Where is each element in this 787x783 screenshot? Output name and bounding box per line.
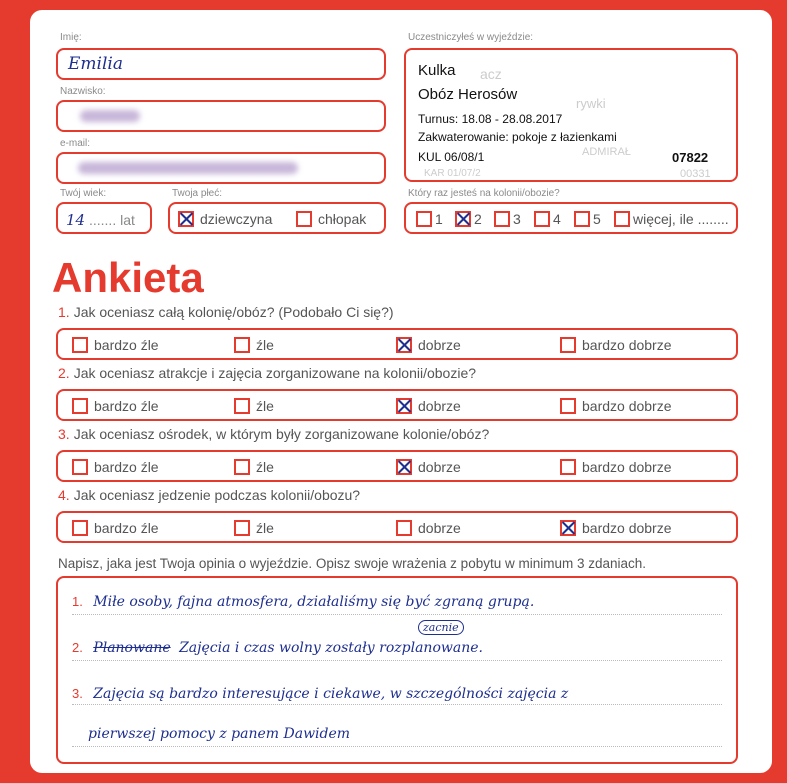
checkbox-icon[interactable] bbox=[560, 337, 576, 353]
gender-field bbox=[168, 202, 386, 234]
checkbox-icon[interactable] bbox=[234, 398, 250, 414]
checkbox-icon[interactable] bbox=[560, 520, 576, 536]
gender-label: Twoja płeć: bbox=[172, 188, 223, 199]
trip-name: Kulka bbox=[418, 62, 456, 79]
trip-camp: Obóz Herosów bbox=[418, 86, 518, 103]
question-4-option-3[interactable]: dobrze bbox=[396, 519, 461, 536]
question-4-option-4[interactable]: bardzo dobrze bbox=[560, 519, 672, 536]
times-option-2[interactable]: 2 bbox=[455, 210, 482, 227]
checkbox-icon[interactable] bbox=[560, 398, 576, 414]
checkbox-icon[interactable] bbox=[574, 211, 590, 227]
age-label: Twój wiek: bbox=[60, 188, 107, 199]
trip-number: 07822 bbox=[672, 150, 709, 165]
times-option-3[interactable]: 3 bbox=[494, 210, 521, 227]
name-value: Emilia bbox=[68, 54, 123, 74]
question-4-option-1[interactable]: bardzo źle bbox=[72, 519, 159, 536]
times-label: Który raz jesteś na kolonii/obozie? bbox=[408, 188, 560, 199]
checkbox-icon[interactable] bbox=[234, 520, 250, 536]
age-value: 14 bbox=[66, 211, 86, 229]
checkbox-icon[interactable] bbox=[396, 337, 412, 353]
checkbox-icon[interactable] bbox=[72, 459, 88, 475]
checkbox-icon[interactable] bbox=[178, 211, 194, 227]
question-3-option-2[interactable]: źle bbox=[234, 458, 274, 475]
inserted-word: zacnie bbox=[418, 620, 464, 635]
question-2-option-3[interactable]: dobrze bbox=[396, 397, 461, 414]
question-4-options bbox=[56, 511, 738, 543]
question-3-options bbox=[56, 450, 738, 482]
trip-sticker-box: acz rywki ADMIRAŁ KAR 01/07/2 00331 Kulka Obóz Herosów Turnus: 18.08 - 28.08.2017 Zakwaterowanie: pokoje z łazienkami KUL 06/08/1 07822 bbox=[404, 48, 738, 182]
name-field[interactable] bbox=[56, 48, 386, 80]
question-1-option-4[interactable]: bardzo dobrze bbox=[560, 336, 672, 353]
gender-option-girl[interactable]: dziewczyna bbox=[178, 210, 272, 227]
page-title: Ankieta bbox=[52, 254, 204, 301]
opinion-prompt: Napisz, jaka jest Twoja opinia o wyjeździe. Opisz swoje wrażenia z pobytu w minimum 3 zdaniach. bbox=[58, 556, 647, 571]
times-option-1[interactable]: 1 bbox=[416, 210, 443, 227]
question-1-option-3[interactable]: dobrze bbox=[396, 336, 461, 353]
age-field[interactable]: 14 ....... lat bbox=[56, 202, 152, 234]
question-2-options bbox=[56, 389, 738, 421]
struck-word: Planowane bbox=[93, 640, 171, 656]
question-2-text: 2. Jak oceniasz atrakcje i zajęcia zorganizowane na kolonii/obozie? bbox=[58, 365, 477, 381]
question-1-text: 1. Jak oceniasz całą kolonię/obóz? (Podobało Ci się?) bbox=[58, 304, 394, 320]
checkbox-icon[interactable] bbox=[396, 520, 412, 536]
opinion-line-3: 3. Zajęcia są bardzo interesujące i ciekawe, w szczególności zajęcia z bbox=[72, 686, 569, 702]
checkbox-icon[interactable] bbox=[72, 337, 88, 353]
question-3-option-1[interactable]: bardzo źle bbox=[72, 458, 159, 475]
opinion-line-4: pierwszej pomocy z panem Dawidem bbox=[88, 726, 351, 742]
checkbox-icon[interactable] bbox=[534, 211, 550, 227]
opinion-line-2: 2. Planowane Zajęcia i czas wolny zostały rozplanowane. bbox=[72, 640, 483, 656]
checkbox-icon[interactable] bbox=[614, 211, 630, 227]
opinion-answer-box[interactable] bbox=[56, 576, 738, 764]
opinion-line-1: 1. Miłe osoby, fajna atmosfera, działaliśmy się być zgraną grupą. bbox=[72, 594, 535, 610]
question-2-option-2[interactable]: źle bbox=[234, 397, 274, 414]
times-option-4[interactable]: 4 bbox=[534, 210, 561, 227]
surname-redacted bbox=[80, 110, 140, 122]
surname-field[interactable] bbox=[56, 100, 386, 132]
question-1-options bbox=[56, 328, 738, 360]
email-label: e-mail: bbox=[60, 138, 91, 149]
checkbox-icon[interactable] bbox=[494, 211, 510, 227]
checkbox-icon[interactable] bbox=[234, 459, 250, 475]
gender-option-boy[interactable]: chłopak bbox=[296, 210, 366, 227]
question-2-option-1[interactable]: bardzo źle bbox=[72, 397, 159, 414]
question-4-text: 4. Jak oceniasz jedzenie podczas kolonii/obozu? bbox=[58, 487, 361, 503]
checkbox-icon[interactable] bbox=[72, 520, 88, 536]
checkbox-icon[interactable] bbox=[416, 211, 432, 227]
question-1-option-2[interactable]: źle bbox=[234, 336, 274, 353]
trip-turnus: Turnus: 18.08 - 28.08.2017 bbox=[418, 112, 563, 126]
checkbox-icon[interactable] bbox=[396, 459, 412, 475]
checkbox-icon[interactable] bbox=[560, 459, 576, 475]
times-option-more[interactable]: więcej, ile ........ bbox=[614, 210, 729, 227]
email-field[interactable] bbox=[56, 152, 386, 184]
email-redacted bbox=[78, 162, 298, 174]
trip-code: KUL 06/08/1 bbox=[418, 150, 485, 164]
question-3-text: 3. Jak oceniasz ośrodek, w którym były zorganizowane kolonie/obóz? bbox=[58, 426, 490, 442]
trip-label: Uczestniczyłeś w wyjeździe: bbox=[408, 32, 534, 43]
times-option-5[interactable]: 5 bbox=[574, 210, 601, 227]
question-3-option-3[interactable]: dobrze bbox=[396, 458, 461, 475]
question-1-option-1[interactable]: bardzo źle bbox=[72, 336, 159, 353]
question-3-option-4[interactable]: bardzo dobrze bbox=[560, 458, 672, 475]
survey-sheet bbox=[30, 10, 772, 773]
checkbox-icon[interactable] bbox=[296, 211, 312, 227]
surname-label: Nazwisko: bbox=[60, 86, 106, 97]
checkbox-icon[interactable] bbox=[72, 398, 88, 414]
trip-accommodation: Zakwaterowanie: pokoje z łazienkami bbox=[418, 130, 617, 144]
checkbox-icon[interactable] bbox=[396, 398, 412, 414]
age-unit: lat bbox=[120, 212, 135, 228]
times-field bbox=[404, 202, 738, 234]
question-4-option-2[interactable]: źle bbox=[234, 519, 274, 536]
question-2-option-4[interactable]: bardzo dobrze bbox=[560, 397, 672, 414]
name-label: Imię: bbox=[60, 32, 82, 43]
checkbox-icon[interactable] bbox=[234, 337, 250, 353]
checkbox-icon[interactable] bbox=[455, 211, 471, 227]
